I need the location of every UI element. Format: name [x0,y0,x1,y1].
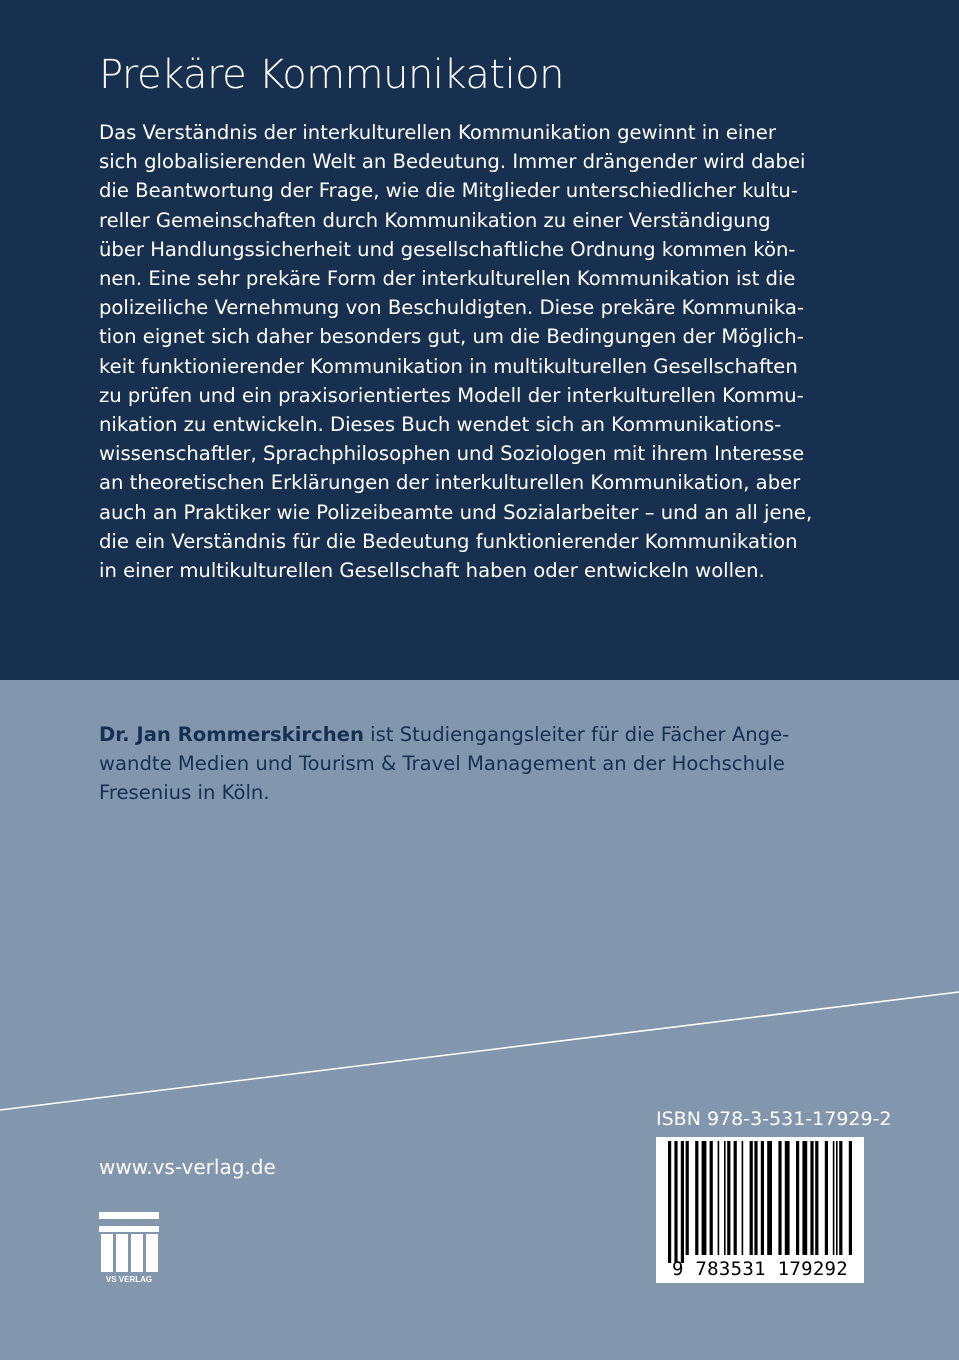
bio-line-rest: ist Studiengangsleiter für die Fächer Ange- [363,723,790,746]
blurb-line: die Beantwortung der Frage, wie die Mitglieder unterschiedlicher kultu- [99,179,798,203]
blurb-line: zu prüfen und ein praxisorientiertes Modell der interkulturellen Kommu- [99,383,804,407]
isbn-label: ISBN 978-3-531-17929-2 [656,1108,892,1130]
barcode-bar [742,1141,744,1255]
barcode-bar [727,1141,730,1255]
logo-pillar [131,1234,143,1272]
barcode-bar [825,1141,828,1255]
blurb-line: in einer multikulturellen Gesellschaft haben oder entwickeln wollen. [99,559,765,583]
barcode-bar [815,1141,818,1255]
barcode-bar [833,1141,835,1255]
barcode-bar [718,1141,720,1255]
barcode-bar [767,1141,772,1255]
blurb-line: nikation zu entwickeln. Dieses Buch wendet sich an Kommunikations- [99,413,782,437]
bio-line: Fresenius in Köln. [99,781,270,805]
barcode-bar [839,1141,842,1255]
barcode-bar [761,1141,764,1255]
barcode-bar [724,1141,726,1255]
barcode-bar [695,1141,698,1255]
logo-pillar [116,1234,128,1272]
barcode-bar [702,1141,707,1255]
blurb-line: auch an Praktiker wie Polizeibeamte und Sozialarbeiter – und an all jene, [99,500,813,524]
blurb-line: Das Verständnis der interkulturellen Kommunikation gewinnt in einer [99,121,776,144]
barcode-bar [686,1141,689,1255]
barcode-bar [849,1141,852,1255]
blurb-line: nen. Eine sehr prekäre Form der interkulturellen Kommunikation ist die [99,267,796,291]
blurb-line: reller Gemeinschaften durch Kommunikation zu einer Verständigung [99,208,771,232]
blurb-line: über Handlungssicherheit und gesellschaftliche Ordnung kommen kön- [99,237,796,261]
blurb-line: sich globalisierenden Welt an Bedeutung. Immer drängender wird dabei [99,150,806,174]
barcode-bar [802,1141,807,1255]
blurb-line: polizeiliche Vernehmung von Beschuldigten. Diese prekäre Kommunika- [99,296,805,320]
bio-line: wandte Medien und Tourism & Travel Management an der Hochschule [99,752,785,776]
barcode-bar [836,1141,838,1255]
barcode-bar [668,1141,671,1263]
publisher-url: www.vs-verlag.de [99,1155,276,1179]
barcode-digits: 9 783531 179292 [671,1258,849,1280]
logo-pillar [101,1234,113,1272]
barcode-bar [674,1141,677,1263]
logo-pillar [146,1234,158,1272]
barcode-bar [734,1141,737,1255]
barcode-bar [710,1141,713,1255]
barcode-bar [796,1141,799,1255]
logo-bar [99,1212,159,1219]
barcode-bar [778,1141,781,1255]
book-title: Prekäre Kommunikation [99,52,565,98]
logo-wordmark: VS VERLAG [105,1275,153,1284]
diagonal-line [0,992,959,1110]
logo-bar [99,1226,159,1232]
barcode-bar [681,1141,684,1263]
barcode-bar [750,1141,753,1255]
blurb-line: keit funktionierender Kommunikation in multikulturellen Gesellschaften [99,354,798,378]
blurb-line: die ein Verständnis für die Bedeutung funktionierender Kommunikation [99,529,798,553]
author-name: Dr. Jan Rommerskirchen [99,723,364,746]
blurb-line: tion eignet sich daher besonders gut, um die Bedingungen der Möglich- [99,325,804,349]
barcode [656,1137,864,1283]
blurb-line: an theoretischen Erklärungen der interkulturellen Kommunikation, aber [99,471,801,495]
barcode-bar [785,1141,790,1255]
vs-verlag-logo [99,1212,159,1284]
blurb-line: wissenschaftler, Sprachphilosophen und Soziologen mit ihrem Interesse [99,442,805,466]
barcode-bar [754,1141,757,1255]
barcode-bar [810,1141,813,1255]
